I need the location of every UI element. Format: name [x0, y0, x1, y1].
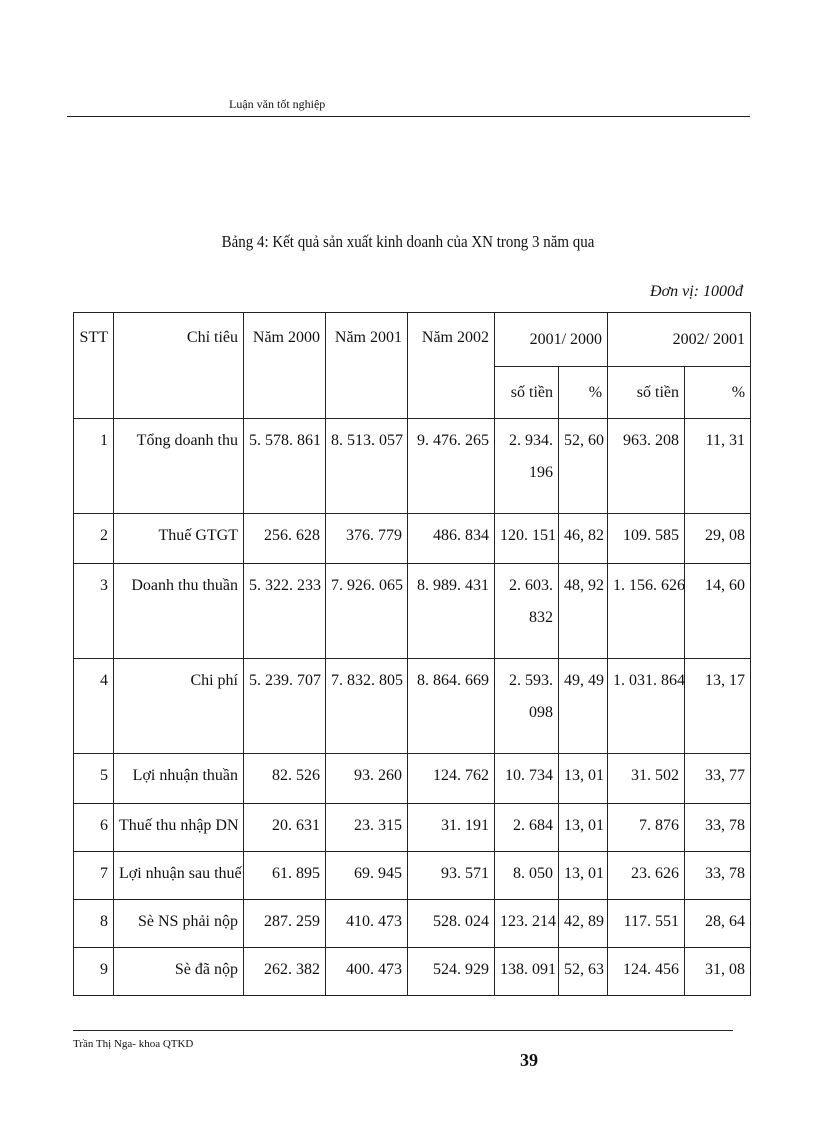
- cell-year-2000: 287. 259: [244, 900, 326, 948]
- table-caption: Bảng 4: Kết quả sản xuất kinh doanh của XN trong 3 năm qua: [221, 232, 595, 251]
- page-number: 39: [520, 1050, 538, 1070]
- cell-pct-1: 52, 60: [559, 419, 608, 514]
- unit-label: Đơn vị: 1000đ: [650, 283, 743, 300]
- cell-indicator: Sè đã nộp: [114, 948, 244, 996]
- cell-year-2001: 410. 473: [326, 900, 408, 948]
- cell-amount-2: 31. 502: [608, 754, 685, 804]
- table-header-row: [74, 313, 751, 367]
- table-row: [74, 804, 751, 852]
- cell-year-2000: 256. 628: [244, 514, 326, 564]
- subheader-amount-2: số tiền: [608, 367, 685, 419]
- amount-part-1: 2. 593.: [509, 672, 553, 689]
- running-header: Luận văn tốt nghiệp: [229, 97, 326, 111]
- cell-amount-2: 109. 585: [608, 514, 685, 564]
- cell-year-2001: 376. 779: [326, 514, 408, 564]
- header-compare-2001-2000: 2001/ 2000: [495, 313, 608, 367]
- cell-pct-2: 14, 60: [685, 564, 751, 659]
- subheader-pct-1: %: [559, 367, 608, 419]
- cell-year-2000: 5. 322. 233: [244, 564, 326, 659]
- cell-year-2002: 8. 864. 669: [408, 659, 495, 754]
- table-row: [74, 948, 751, 996]
- cell-year-2002: 124. 762: [408, 754, 495, 804]
- cell-year-2000: 5. 578. 861: [244, 419, 326, 514]
- header-indicator: Chỉ tiêu: [114, 313, 244, 419]
- amount-part-1: 2. 603.: [509, 577, 553, 594]
- cell-pct-1: 46, 82: [559, 514, 608, 564]
- cell-year-2001: 23. 315: [326, 804, 408, 852]
- cell-amount-2: 1. 031. 864: [608, 659, 685, 754]
- table-row: [74, 852, 751, 900]
- cell-stt: 6: [74, 804, 114, 852]
- cell-pct-2: 31, 08: [685, 948, 751, 996]
- cell-indicator: Lợi nhuận thuần: [114, 754, 244, 804]
- cell-amount-2: 23. 626: [608, 852, 685, 900]
- cell-pct-1: 13, 01: [559, 754, 608, 804]
- header-compare-2002-2001: 2002/ 2001: [608, 313, 751, 367]
- subheader-amount-1: số tiền: [495, 367, 559, 419]
- header-divider: [67, 116, 750, 117]
- header-stt: STT: [74, 313, 114, 419]
- cell-pct-1: 48, 92: [559, 564, 608, 659]
- cell-amount-1: 138. 091: [495, 948, 559, 996]
- cell-amount-1: 120. 151: [495, 514, 559, 564]
- cell-year-2000: 262. 382: [244, 948, 326, 996]
- table-row: [74, 900, 751, 948]
- cell-pct-1: 42, 89: [559, 900, 608, 948]
- cell-amount-1: 8. 050: [495, 852, 559, 900]
- cell-stt: 4: [74, 659, 114, 754]
- cell-year-2002: 31. 191: [408, 804, 495, 852]
- cell-stt: 2: [74, 514, 114, 564]
- table-row: [74, 659, 751, 754]
- cell-year-2001: 400. 473: [326, 948, 408, 996]
- table-row: [74, 514, 751, 564]
- cell-stt: 8: [74, 900, 114, 948]
- cell-year-2002: 9. 476. 265: [408, 419, 495, 514]
- cell-indicator: Tổng doanh thu: [114, 419, 244, 514]
- cell-amount-1: [495, 564, 559, 659]
- cell-amount-1: 2. 684: [495, 804, 559, 852]
- cell-year-2000: 5. 239. 707: [244, 659, 326, 754]
- cell-pct-1: 13, 01: [559, 804, 608, 852]
- table-row: [74, 754, 751, 804]
- cell-year-2001: 7. 926. 065: [326, 564, 408, 659]
- cell-pct-2: 11, 31: [685, 419, 751, 514]
- cell-pct-2: 28, 64: [685, 900, 751, 948]
- cell-indicator: Chi phí: [114, 659, 244, 754]
- cell-pct-1: 49, 49: [559, 659, 608, 754]
- cell-amount-1: [495, 419, 559, 514]
- subheader-pct-2: %: [685, 367, 751, 419]
- cell-year-2001: 69. 945: [326, 852, 408, 900]
- amount-part-2: 196: [529, 464, 553, 481]
- cell-amount-1: 10. 734: [495, 754, 559, 804]
- cell-indicator: Thuế thu nhập DN: [114, 804, 244, 852]
- cell-year-2000: 20. 631: [244, 804, 326, 852]
- cell-year-2000: 61. 895: [244, 852, 326, 900]
- cell-stt: 7: [74, 852, 114, 900]
- cell-amount-1: [495, 659, 559, 754]
- cell-pct-1: 13, 01: [559, 852, 608, 900]
- cell-year-2001: 7. 832. 805: [326, 659, 408, 754]
- cell-indicator: Lợi nhuận sau thuế: [114, 852, 244, 900]
- cell-year-2002: 524. 929: [408, 948, 495, 996]
- cell-year-2001: 93. 260: [326, 754, 408, 804]
- cell-year-2000: 82. 526: [244, 754, 326, 804]
- cell-year-2002: 93. 571: [408, 852, 495, 900]
- cell-pct-2: 33, 77: [685, 754, 751, 804]
- cell-year-2001: 8. 513. 057: [326, 419, 408, 514]
- amount-part-2: 832: [529, 609, 553, 626]
- amount-part-1: 2. 934.: [509, 432, 553, 449]
- cell-indicator: Doanh thu thuần: [114, 564, 244, 659]
- cell-pct-2: 13, 17: [685, 659, 751, 754]
- table-row: [74, 419, 751, 514]
- header-year-2001: Năm 2001: [326, 313, 408, 419]
- cell-indicator: Thuế GTGT: [114, 514, 244, 564]
- amount-part-2: 098: [529, 704, 553, 721]
- footer-author: Trần Thị Nga- khoa QTKD: [73, 1038, 194, 1050]
- cell-amount-2: 117. 551: [608, 900, 685, 948]
- header-year-2002: Năm 2002: [408, 313, 495, 419]
- header-year-2000: Năm 2000: [244, 313, 326, 419]
- cell-pct-1: 52, 63: [559, 948, 608, 996]
- cell-stt: 3: [74, 564, 114, 659]
- cell-stt: 1: [74, 419, 114, 514]
- results-table: [73, 312, 751, 996]
- cell-amount-2: 7. 876: [608, 804, 685, 852]
- cell-stt: 9: [74, 948, 114, 996]
- cell-indicator: Sè NS phải nộp: [114, 900, 244, 948]
- cell-year-2002: 528. 024: [408, 900, 495, 948]
- cell-pct-2: 33, 78: [685, 852, 751, 900]
- cell-amount-2: 124. 456: [608, 948, 685, 996]
- cell-amount-1: 123. 214: [495, 900, 559, 948]
- cell-year-2002: 486. 834: [408, 514, 495, 564]
- cell-amount-2: 1. 156. 626: [608, 564, 685, 659]
- cell-year-2002: 8. 989. 431: [408, 564, 495, 659]
- footer-divider: [73, 1030, 733, 1031]
- cell-pct-2: 33, 78: [685, 804, 751, 852]
- cell-stt: 5: [74, 754, 114, 804]
- table-row: [74, 564, 751, 659]
- cell-amount-2: 963. 208: [608, 419, 685, 514]
- cell-pct-2: 29, 08: [685, 514, 751, 564]
